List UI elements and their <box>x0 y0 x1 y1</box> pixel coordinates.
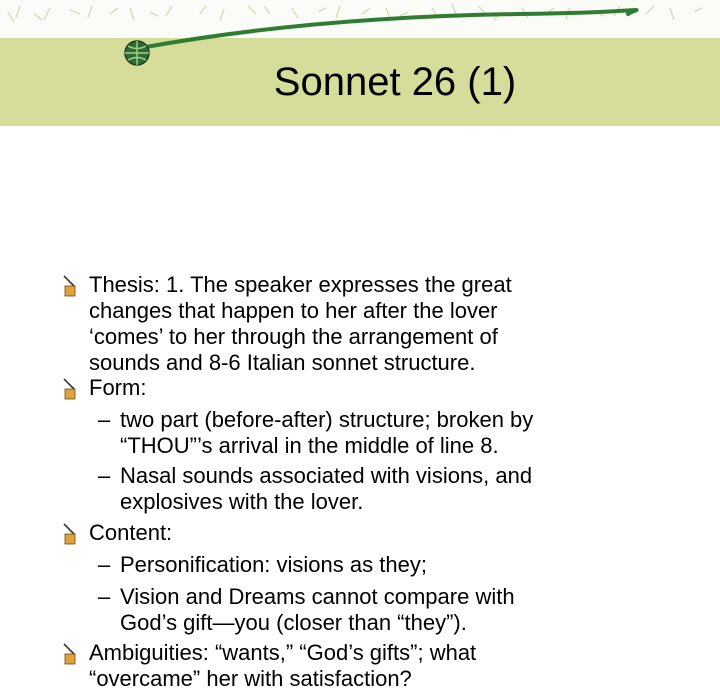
bullet-line: sounds and 8-6 Italian sonnet structure. <box>89 350 476 375</box>
bullet-icon <box>60 642 80 666</box>
subitem-line: Nasal sounds associated with visions, and <box>120 463 533 488</box>
bullet-line: “overcame” her with satisfaction? <box>89 666 412 691</box>
bullet-icon <box>60 377 80 401</box>
bullet-line: ‘comes’ to her through the arrangement of <box>89 324 498 349</box>
bullet-form <box>89 375 689 401</box>
subitem <box>98 407 698 459</box>
subitem <box>98 584 698 636</box>
bullet-content <box>89 520 689 546</box>
bullet-line: Content: <box>89 520 173 545</box>
subitem-line: two part (before-after) structure; broken by <box>120 407 534 432</box>
subitem-line: Vision and Dreams cannot compare with <box>120 584 515 609</box>
bullet-icon <box>60 522 80 546</box>
bullet-line: changes that happen to her after the lover <box>89 298 498 323</box>
decorative-swoosh <box>0 0 720 60</box>
bullet-line: Ambiguities: “wants,” “God’s gifts”; what <box>89 640 477 665</box>
bullet-thesis <box>89 272 689 376</box>
dash: – <box>98 463 111 488</box>
dash: – <box>98 584 111 609</box>
subitem <box>98 463 698 515</box>
slide-title: Sonnet 26 (1) <box>273 60 517 104</box>
subitem <box>98 552 698 578</box>
subitem-line: explosives with the lover. <box>120 489 364 514</box>
dash: – <box>98 407 111 432</box>
subitem-line: Personification: visions as they; <box>120 552 427 577</box>
bullet-ambiguities <box>89 640 689 692</box>
subitem-line: “THOU”’s arrival in the middle of line 8. <box>120 433 499 458</box>
subitem-line: God’s gift—you (closer than “they”). <box>120 610 467 635</box>
bullet-icon <box>60 274 80 298</box>
bullet-line: Thesis: 1. The speaker expresses the great <box>89 272 512 297</box>
dash: – <box>98 552 111 577</box>
bullet-line: Form: <box>89 375 147 400</box>
